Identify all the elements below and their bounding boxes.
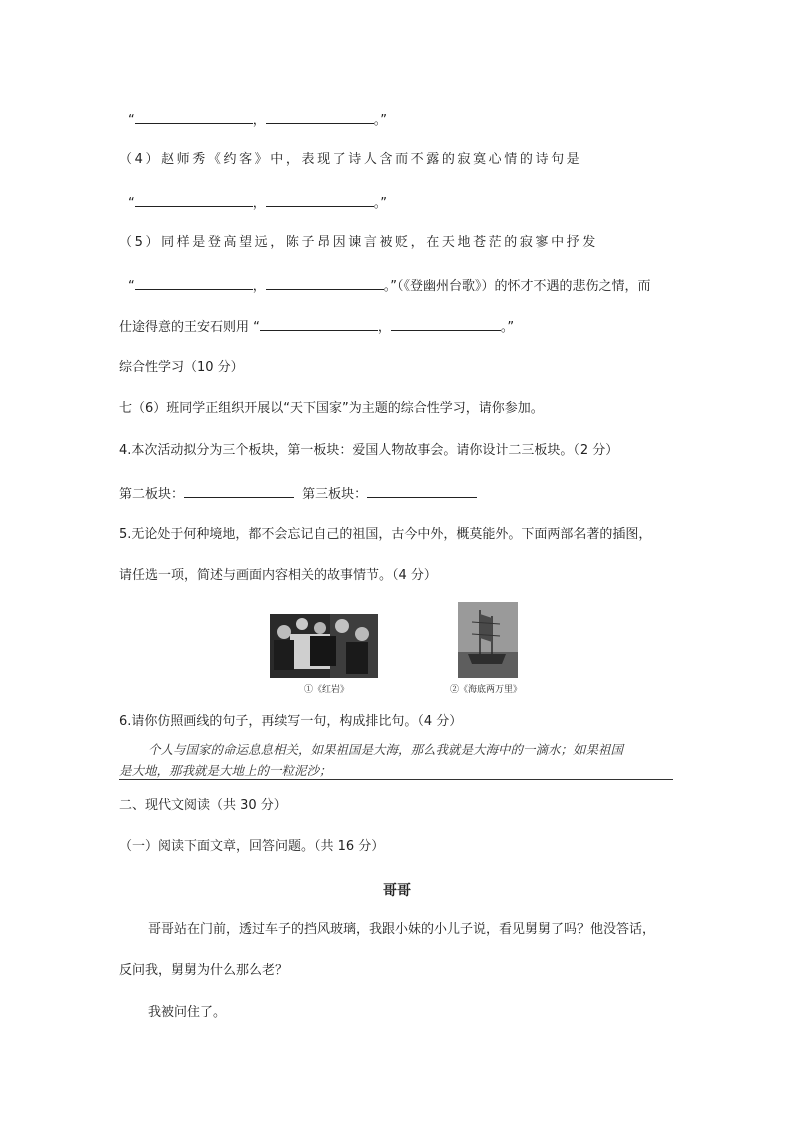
- q3-blank-1[interactable]: [135, 110, 253, 124]
- q3-blank-2[interactable]: [266, 110, 374, 124]
- caption-twenty-thousand-leagues: ②《海底两万里》: [450, 685, 523, 695]
- q5-blank-4[interactable]: [391, 317, 501, 331]
- article-paragraph1-line2: 反问我，舅舅为什么那么老？: [119, 963, 289, 978]
- activity-question: 4.本次活动拟分为三个板块，第一板块：爱国人物故事会。请你设计二三板块。（2 分）: [119, 443, 619, 458]
- q5-answer-line-2: 仕途得意的王安石则用 “ ， 。”: [119, 317, 514, 337]
- section2-subheading: （一）阅读下面文章，回答问题。（共 16 分）: [119, 839, 385, 854]
- answer-underline[interactable]: [119, 779, 673, 780]
- q5-blank-3[interactable]: [260, 317, 378, 331]
- caption-red-crag: ①《红岩》: [304, 685, 350, 695]
- section2-heading: 二、现代文阅读（共 30 分）: [119, 798, 287, 813]
- illustrations-figure: [228, 598, 568, 698]
- q4-blank-1[interactable]: [135, 193, 253, 207]
- q4-question: （4）赵师秀《约客》中，表现了诗人含而不露的寂寞心情的诗句是: [119, 152, 583, 167]
- q5-blank-2[interactable]: [266, 276, 384, 290]
- article-paragraph1-line1: 哥哥站在门前，透过车子的挡风玻璃，我跟小妹的小儿子说，看见舅舅了吗？他没答话，: [148, 922, 656, 937]
- books-question-line1: 5.无论处于何种境地，都不会忘记自己的祖国，古今中外，概莫能外。下面两部名著的插图，: [119, 527, 652, 542]
- q4-blank-2[interactable]: [266, 193, 374, 207]
- parallel-sentence-question: 6.请你仿照画线的句子，再续写一句，构成排比句。（4 分）: [119, 714, 463, 729]
- example-sentence-line2: 是大地，那我就是大地上的一粒泥沙；: [119, 763, 332, 778]
- q3-answer-line: “ ， 。”: [128, 110, 387, 130]
- block-answers: 第二板块： 第三板块：: [119, 484, 477, 504]
- section-integrated-heading: 综合性学习（10 分）: [119, 360, 244, 375]
- article-paragraph2: 我被问住了。: [148, 1005, 227, 1020]
- q4-answer-line: “ ， 。”: [128, 193, 387, 213]
- red-crag-illustration: [270, 614, 378, 678]
- books-question-line2: 请任选一项，简述与画面内容相关的故事情节。（4 分）: [119, 568, 437, 583]
- block2-blank[interactable]: [184, 484, 294, 498]
- example-sentence-line1: 个人与国家的命运息息相关，如果祖国是大海，那么我就是大海中的一滴水；如果祖国: [148, 742, 624, 757]
- q5-blank-1[interactable]: [135, 276, 253, 290]
- q5-question: （5）同样是登高望远，陈子昂因谏言被贬，在天地苍茫的寂寥中抒发: [119, 235, 598, 250]
- article-title: 哥哥: [383, 883, 411, 899]
- twenty-thousand-leagues-illustration: [458, 602, 518, 678]
- block3-blank[interactable]: [367, 484, 477, 498]
- intro-text: 七（6）班同学正组织开展以“天下国家”为主题的综合性学习，请你参加。: [119, 401, 544, 416]
- q5-answer-line: “ ， 。”（《登幽州台歌》）的怀才不遇的悲伤之情，而: [128, 276, 651, 296]
